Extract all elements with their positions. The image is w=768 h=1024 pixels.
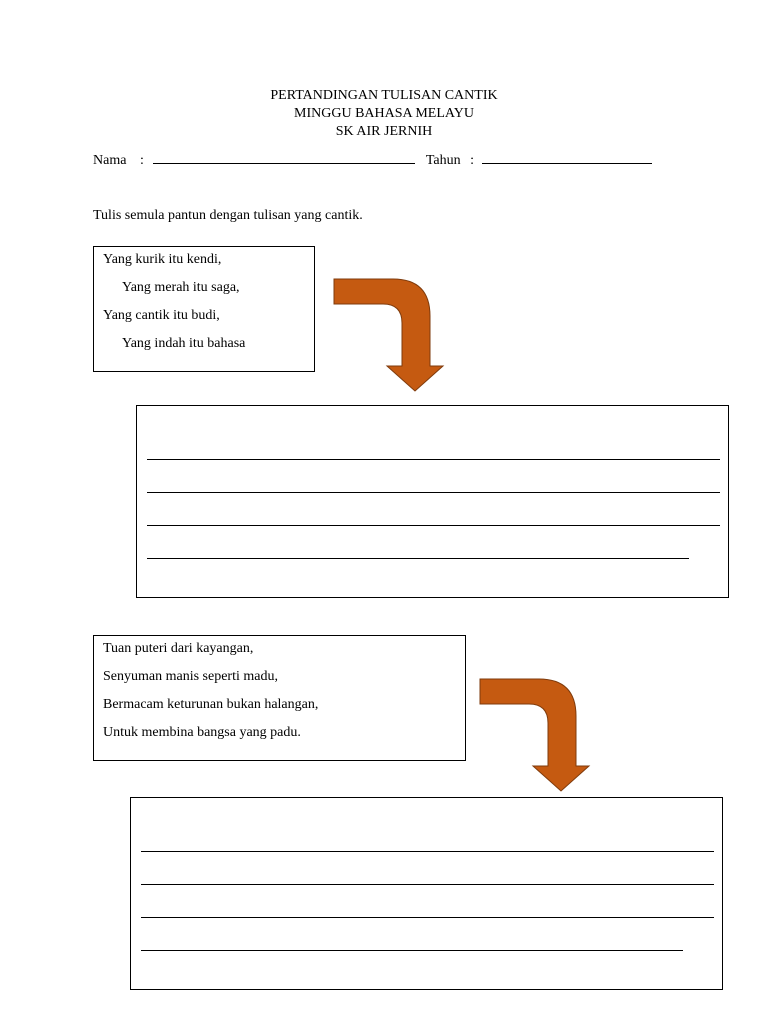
pantun-box-1 bbox=[93, 246, 315, 372]
pantun-2-line-1: Tuan puteri dari kayangan, bbox=[103, 641, 254, 656]
writing-line bbox=[141, 851, 714, 852]
page-title: PERTANDINGAN TULISAN CANTIK bbox=[270, 88, 498, 103]
pantun-1-line-1: Yang kurik itu kendi, bbox=[103, 252, 222, 267]
instruction-text: Tulis semula pantun dengan tulisan yang cantik. bbox=[93, 208, 363, 223]
pantun-1-line-2: Yang merah itu saga, bbox=[122, 280, 240, 295]
tahun-separator: : bbox=[470, 153, 475, 168]
pantun-1-line-4: Yang indah itu bahasa bbox=[122, 336, 246, 351]
writing-line bbox=[141, 950, 683, 951]
school-name: SK AIR JERNIH bbox=[335, 124, 433, 139]
curved-down-arrow-icon bbox=[333, 278, 445, 393]
writing-box-2[interactable] bbox=[130, 797, 723, 990]
student-info-row bbox=[93, 151, 652, 170]
tahun-field[interactable] bbox=[482, 151, 652, 164]
pantun-2-line-3: Bermacam keturunan bukan halangan, bbox=[103, 697, 319, 712]
writing-line bbox=[147, 525, 720, 526]
pantun-2-line-4: Untuk membina bangsa yang padu. bbox=[103, 725, 301, 740]
pantun-2-line-2: Senyuman manis seperti madu, bbox=[103, 669, 278, 684]
writing-line bbox=[141, 917, 714, 918]
pantun-1-line-3: Yang cantik itu budi, bbox=[103, 308, 220, 323]
curved-down-arrow-icon bbox=[479, 678, 591, 793]
writing-line bbox=[141, 884, 714, 885]
page-subtitle: MINGGU BAHASA MELAYU bbox=[294, 106, 474, 121]
writing-line bbox=[147, 558, 689, 559]
writing-line bbox=[147, 459, 720, 460]
writing-line bbox=[147, 492, 720, 493]
tahun-label: Tahun bbox=[425, 153, 461, 168]
nama-separator: : bbox=[139, 153, 144, 168]
pantun-box-2 bbox=[93, 635, 466, 761]
writing-box-1[interactable] bbox=[136, 405, 729, 598]
nama-field[interactable] bbox=[153, 151, 415, 164]
nama-label: Nama bbox=[93, 153, 127, 168]
